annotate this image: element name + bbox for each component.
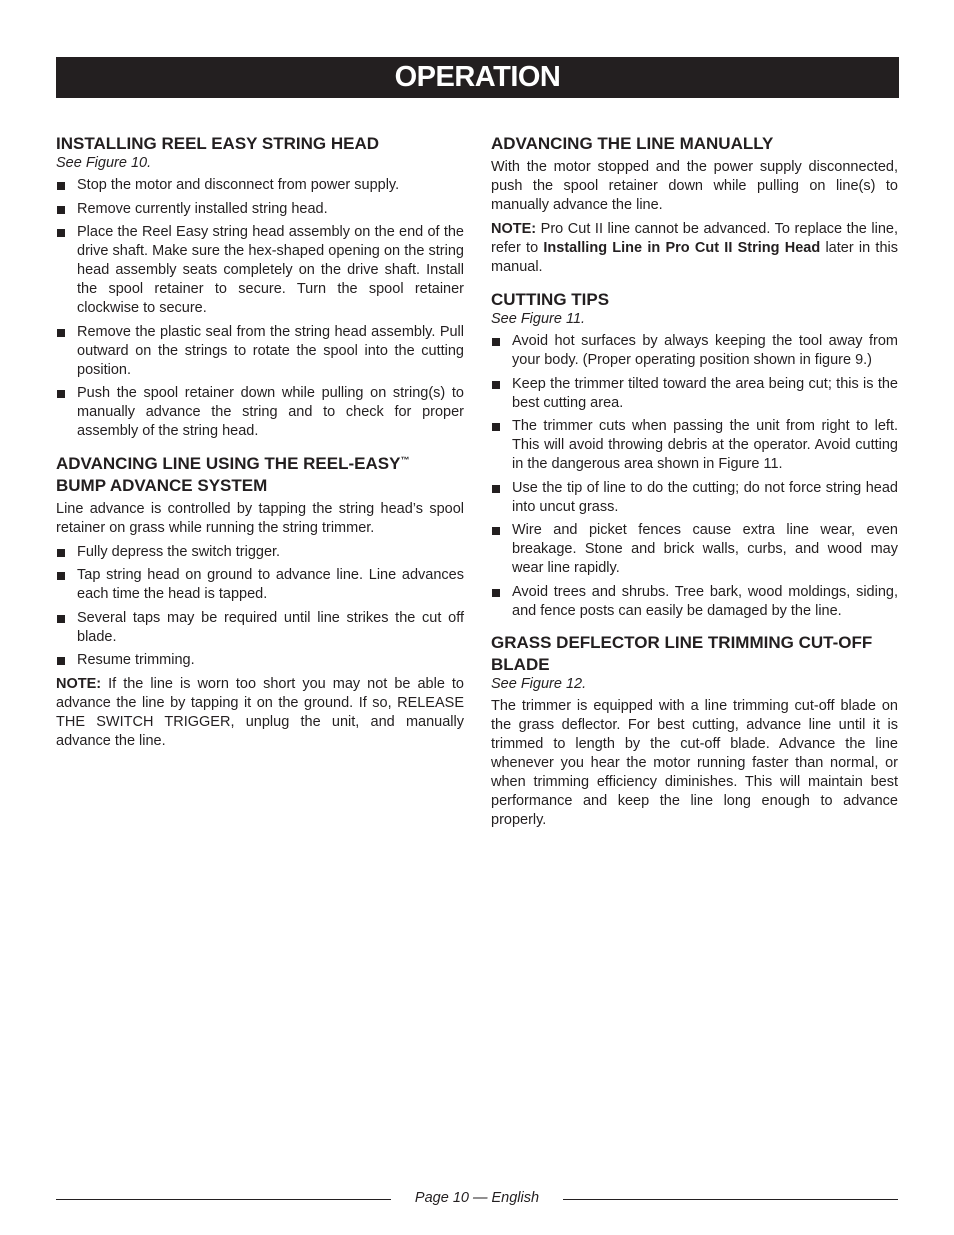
bump-advance-note	[56, 675, 464, 751]
footer-rule-left	[56, 1199, 391, 1200]
heading-line-1	[56, 453, 464, 475]
heading-cutting-tips: CUTTING TIPS	[491, 290, 610, 309]
cutting-tips-list	[491, 332, 898, 621]
right-column	[491, 133, 898, 835]
list-item: Tap string head on ground to advance line. Line advances each time the head is tapped.	[56, 566, 464, 604]
left-column	[56, 133, 464, 756]
advancing-manually-body: With the motor stopped and the power supply disconnected, push the spool retainer down while pulling on line(s) to manually advance the line.	[491, 159, 898, 213]
list-item: Stop the motor and disconnect from power supply.	[56, 176, 464, 195]
note-text: If the line is worn too short you may not be able to advance the line by tapping it on the ground. If so, RELEASE THE SWITCH TRIGGER, unplug the unit, and manually advance the line.	[56, 675, 464, 749]
note-label: NOTE:	[56, 675, 102, 692]
list-item: The trimmer cuts when passing the unit from right to left. This will avoid throwing debris at the operator. Avoid cutting in the dangerous area shown in Figure 11.	[491, 417, 898, 474]
figure-reference-10: See Figure 10.	[56, 155, 152, 171]
banner-title: OPERATION	[394, 61, 561, 93]
note-text-pre: Pro Cut II line cannot be advanced. To replace the line, refer to	[491, 221, 898, 256]
grass-deflector-body: The trimmer is equipped with a line trimming cut-off blade on the grass deflector. For best cutting, advance line until it is trimmed to length by the cut-off blade. Advance the line whenever you hear the motor running faster than normal, or when trimming efficiency diminishes. This will maintain best performance and keep the line long enough to advance properly.	[491, 698, 898, 828]
list-item: Several taps may be required until line strikes the cut off blade.	[56, 609, 464, 647]
note-text-bold: Installing Line in Pro Cut II String Head	[543, 240, 821, 256]
list-item: Wire and picket fences cause extra line wear, even breakage. Stone and brick walls, curbs, and wood may wear line rapidly.	[491, 521, 898, 578]
page-footer: Page 10 — English	[414, 1190, 540, 1206]
trademark-symbol: ™	[400, 454, 410, 465]
heading-advancing-manually: ADVANCING THE LINE MANUALLY	[491, 134, 774, 153]
heading-bump-advance	[56, 453, 464, 497]
heading-grass-deflector: GRASS DEFLECTOR LINE TRIMMING CUT-OFF BLADE	[491, 633, 873, 674]
note-label: NOTE:	[491, 221, 537, 237]
heading-line-2: BUMP ADVANCE SYSTEM	[56, 475, 268, 495]
list-item: Remove the plastic seal from the string head assembly. Pull outward on the strings to rotate the spool into the cutting position.	[56, 323, 464, 380]
list-item: Keep the trimmer tilted toward the area being cut; this is the best cutting area.	[491, 375, 898, 413]
advancing-manually-note	[491, 220, 898, 277]
bump-advance-list	[56, 543, 464, 671]
section-banner	[56, 57, 899, 98]
installing-steps-list	[56, 176, 464, 441]
heading-installing-reel-easy: INSTALLING REEL EASY STRING HEAD	[56, 134, 380, 153]
heading-line-1-text: ADVANCING LINE USING THE REEL-EASY	[56, 453, 401, 473]
note-text-post: later in this manual.	[491, 240, 898, 275]
list-item: Use the tip of line to do the cutting; do not force string head into uncut grass.	[491, 479, 898, 517]
list-item: Fully depress the switch trigger.	[56, 543, 464, 562]
list-item: Avoid hot surfaces by always keeping the tool away from your body. (Proper operating position shown in figure 9.)	[491, 332, 898, 370]
list-item: Resume trimming.	[56, 651, 464, 670]
footer-rule-right	[563, 1199, 898, 1200]
list-item: Avoid trees and shrubs. Tree bark, wood moldings, siding, and fence posts can easily be damaged by the line.	[491, 583, 898, 621]
list-item: Remove currently installed string head.	[56, 200, 464, 219]
bump-advance-intro: Line advance is controlled by tapping the string head’s spool retainer on grass while running the string trimmer.	[56, 500, 464, 536]
list-item: Place the Reel Easy string head assembly on the end of the drive shaft. Make sure the hex-shaped opening on the string head assembly seats completely on the drive shaft. Install the spool retainer to secure. Turn the spool retainer clockwise to secure.	[56, 223, 464, 318]
figure-reference-12: See Figure 12.	[491, 676, 587, 692]
figure-reference-11: See Figure 11.	[491, 311, 586, 327]
list-item: Push the spool retainer down while pulling on string(s) to manually advance the string and to check for proper assembly of the string head.	[56, 384, 464, 441]
